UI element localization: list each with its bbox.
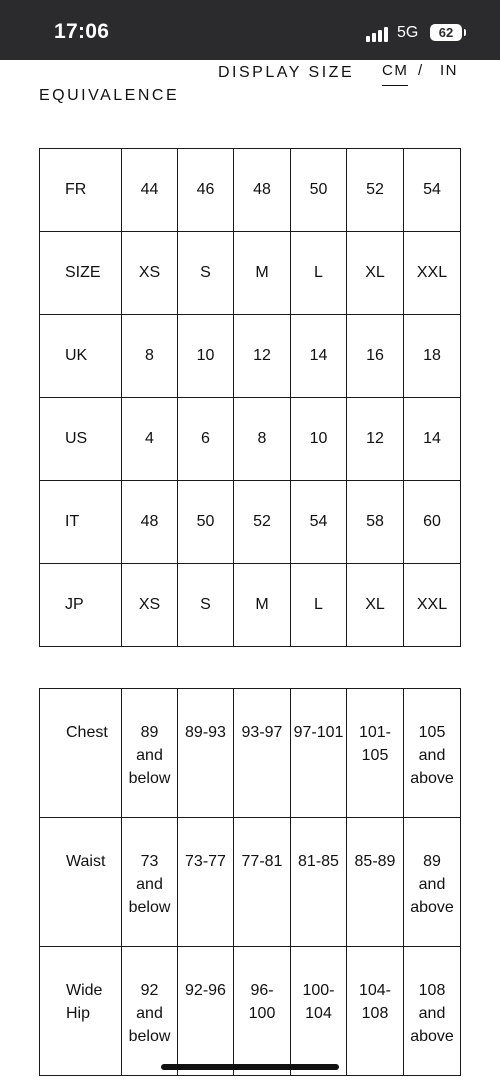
table-cell — [347, 689, 404, 818]
table-cell — [122, 689, 178, 818]
cell-line: Waist — [66, 853, 106, 870]
network-type: 5G — [397, 24, 419, 41]
cell-line: 73-77 — [185, 853, 226, 870]
status-bar — [0, 0, 500, 60]
cell-line: and — [136, 876, 163, 893]
unit-cm-toggle[interactable]: CM — [382, 62, 408, 86]
cell-line: 92-96 — [185, 982, 226, 999]
table-cell — [347, 947, 404, 1076]
cell-line: 81-85 — [298, 853, 339, 870]
cell-line: and — [136, 747, 163, 764]
table-cell: 4 — [122, 398, 178, 481]
table-cell — [178, 689, 234, 818]
body-measurements-table — [39, 688, 461, 1076]
cell-line: 89 — [140, 724, 159, 741]
table-cell — [234, 818, 291, 947]
table-row — [40, 564, 461, 647]
table-cell — [291, 818, 347, 947]
size-equivalence-table — [39, 148, 461, 647]
cell-line: 85-89 — [354, 853, 396, 870]
table-cell — [291, 947, 347, 1076]
table-cell: 10 — [178, 315, 234, 398]
table-row — [40, 947, 461, 1076]
cell-line: 77-81 — [241, 853, 283, 870]
table-cell — [234, 689, 291, 818]
cell-line: Chest — [66, 724, 108, 741]
row-label: FR — [40, 149, 122, 232]
cellular-signal-icon — [366, 26, 392, 42]
table-cell — [291, 689, 347, 818]
table-cell — [122, 818, 178, 947]
table-cell: 44 — [122, 149, 178, 232]
table-cell — [178, 947, 234, 1076]
table-row — [40, 149, 461, 232]
cell-line: 92 — [140, 982, 159, 999]
row-label — [40, 818, 122, 947]
battery-cap — [464, 29, 466, 36]
cell-line: and — [418, 876, 446, 893]
table-cell: 12 — [347, 398, 404, 481]
row-label: IT — [40, 481, 122, 564]
table-row — [40, 398, 461, 481]
cell-line: Hip — [66, 1005, 91, 1022]
table-cell: 12 — [234, 315, 291, 398]
cell-line: 100 — [248, 1005, 276, 1022]
table-cell — [404, 689, 461, 818]
table-cell: 16 — [347, 315, 404, 398]
row-label — [40, 947, 122, 1076]
table-cell — [404, 818, 461, 947]
home-indicator[interactable] — [161, 1064, 339, 1070]
row-label: SIZE — [40, 232, 122, 315]
table-row — [40, 232, 461, 315]
table-cell: 14 — [291, 315, 347, 398]
cell-line: 100- — [302, 982, 335, 999]
table-cell: 8 — [234, 398, 291, 481]
table-cell: 48 — [234, 149, 291, 232]
row-label: JP — [40, 564, 122, 647]
status-time: 17:06 — [54, 20, 110, 43]
display-size-label: DISPLAY SIZE — [218, 64, 355, 81]
table-cell: 52 — [234, 481, 291, 564]
table-cell: 6 — [178, 398, 234, 481]
table-cell: 58 — [347, 481, 404, 564]
cell-line: 89-93 — [185, 724, 226, 741]
cell-line: and — [136, 1005, 163, 1022]
table-cell: S — [178, 564, 234, 647]
table-cell: XXL — [404, 232, 461, 315]
cell-line: below — [128, 770, 171, 787]
row-label: UK — [40, 315, 122, 398]
table-cell: XL — [347, 232, 404, 315]
cell-line: 93-97 — [241, 724, 283, 741]
cell-line: 96- — [250, 982, 274, 999]
unit-separator: / — [418, 62, 423, 79]
table-cell: M — [234, 232, 291, 315]
row-label — [40, 689, 122, 818]
table-cell — [404, 947, 461, 1076]
cell-line: Wide — [66, 982, 103, 999]
table-row — [40, 818, 461, 947]
cell-line: 104- — [358, 982, 392, 999]
cell-line: 105 — [418, 724, 446, 741]
table-cell: 50 — [291, 149, 347, 232]
table-cell: 18 — [404, 315, 461, 398]
table-cell: 60 — [404, 481, 461, 564]
table-cell: S — [178, 232, 234, 315]
section-title: EQUIVALENCE — [39, 87, 180, 104]
cell-line: below — [128, 1028, 171, 1045]
cell-line: 108 — [361, 1005, 389, 1022]
battery-icon: 62 — [430, 24, 462, 41]
table-cell: 14 — [404, 398, 461, 481]
row-label: US — [40, 398, 122, 481]
cell-line: 108 — [418, 982, 446, 999]
unit-in-toggle[interactable]: IN — [440, 62, 458, 79]
table-cell: M — [234, 564, 291, 647]
table-cell: XS — [122, 232, 178, 315]
table-cell: XXL — [404, 564, 461, 647]
table-row — [40, 689, 461, 818]
table-cell — [347, 818, 404, 947]
table-cell: XS — [122, 564, 178, 647]
cell-line: 105 — [361, 747, 389, 764]
cell-line: 73 — [140, 853, 159, 870]
table-row — [40, 315, 461, 398]
table-cell: 54 — [404, 149, 461, 232]
table-cell: L — [291, 564, 347, 647]
table-cell: 10 — [291, 398, 347, 481]
cell-line: above — [410, 770, 454, 787]
cell-line: above — [410, 1028, 454, 1045]
cell-line: above — [410, 899, 454, 916]
table-cell: 8 — [122, 315, 178, 398]
cell-line: 104 — [305, 1005, 332, 1022]
table-cell — [178, 818, 234, 947]
table-cell: 50 — [178, 481, 234, 564]
table-cell: 46 — [178, 149, 234, 232]
table-cell — [122, 947, 178, 1076]
table-cell — [234, 947, 291, 1076]
cell-line: 97-101 — [293, 724, 344, 741]
cell-line: 89 — [423, 853, 441, 870]
cell-line: and — [418, 747, 446, 764]
table-row — [40, 481, 461, 564]
cell-line: below — [128, 899, 171, 916]
table-cell: L — [291, 232, 347, 315]
table-cell: 54 — [291, 481, 347, 564]
table-cell: 52 — [347, 149, 404, 232]
cell-line: and — [418, 1005, 446, 1022]
cell-line: 101- — [358, 724, 392, 741]
table-cell: 48 — [122, 481, 178, 564]
table-cell: XL — [347, 564, 404, 647]
